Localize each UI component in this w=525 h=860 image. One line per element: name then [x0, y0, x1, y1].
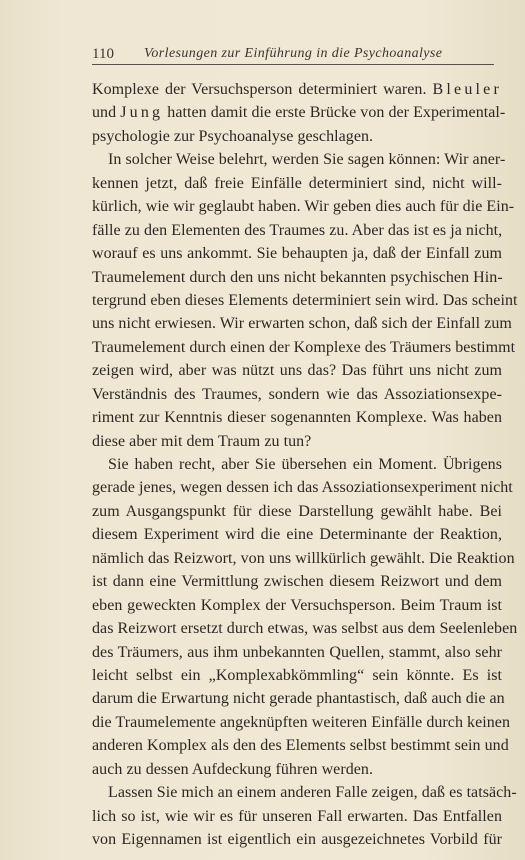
text-line: kennen jetzt, daß freie Einfälle determiniert sind, nicht will-: [92, 174, 502, 192]
text-line: Komplexe der Versuchsperson determiniert waren. Bleuler: [92, 81, 502, 98]
text-line: auch zu dessen Aufdeckung führen werden.: [92, 760, 374, 778]
text-line: fälle zu den Elementen des Traumes zu. Aber das ist es ja nicht,: [92, 221, 503, 239]
text-line: von Eigennamen ist eigentlich ein ausgezeichnetes Vorbild für: [92, 831, 502, 848]
paragraph-4: [92, 781, 517, 851]
page-header: [92, 44, 494, 65]
text-line: zum Ausgangspunkt für diese Darstellung gewählt habe. Bei: [92, 502, 502, 520]
text-line: eben geweckten Komplex der Versuchsperson. Beim Traum ist: [92, 596, 502, 614]
text-line: riment zur Kenntnis dieser sogenannten Komplexe. Was haben: [92, 409, 502, 427]
text-line: anderen Komplex als den des Elements selbst bestimmt sein und: [92, 737, 509, 755]
running-title: Vorlesungen zur Einführung in die Psychoanalyse: [144, 46, 443, 61]
text-line: uns nicht erwiesen. Wir erwarten schon, daß sich der Einfall zum: [92, 315, 512, 333]
text-line: gerade jenes, wegen dessen ich das Assoziationsexperiment nicht: [92, 479, 513, 497]
body-text: [92, 78, 518, 851]
text-line: die Traumelemente angeknüpften weiteren Einfälle durch keinen: [92, 713, 511, 731]
text-line: psychologie zur Psychoanalyse geschlagen.: [92, 127, 374, 145]
spaced-name-bleuler: Bleuler: [432, 81, 502, 98]
text-line: worauf es uns ankommt. Sie behaupten ja, daß der Einfall zum: [92, 245, 502, 263]
text-line: Traumelement durch einen der Komplexe des Träumers bestimmt: [92, 338, 516, 356]
text-line: kürlich, wie wir geglaubt haben. Wir geben dies auch für die Ein-: [92, 198, 515, 216]
text-line: darum die Erwartung nicht gerade phantastisch, daß auch die an: [92, 690, 505, 708]
text-line: diesem Experiment wird die eine Determinante der Reaktion,: [92, 526, 502, 544]
text-line: nämlich das Reizwort, von uns willkürlich gewählt. Die Reaktion: [92, 549, 515, 567]
text-line: lich so ist, wie wir es für unseren Fall erwarten. Das Entfallen: [92, 807, 502, 825]
paragraph-3: [92, 453, 518, 781]
text-line: des Träumers, aus ihm unbekannten Quellen, stammt, also sehr: [92, 643, 502, 661]
text-line: das Reizwort ersetzt durch etwas, was selbst aus dem Seelenleben: [92, 620, 518, 638]
text-line: Sie haben recht, aber Sie übersehen ein Moment. Übrigens: [108, 456, 502, 473]
text-line: ist dann eine Vermittlung zwischen diesem Reizwort und dem: [92, 573, 502, 591]
text-line: Traumelement durch den uns nicht bekannten psychischen Hin-: [92, 268, 503, 286]
text-line: Verständnis des Traumes, sondern wie das Assoziationsexpe-: [92, 385, 502, 403]
paragraph-2: [92, 148, 518, 453]
text-line: In solcher Weise belehrt, werden Sie sagen können: Wir aner-: [108, 151, 506, 169]
paragraph-1: [92, 78, 506, 148]
text-line: Lassen Sie mich an einem anderen Falle zeigen, daß es tatsäch-: [108, 784, 517, 802]
text-line: tergrund eben dieses Elements determiniert sein wird. Das scheint: [92, 291, 518, 309]
text-line: und Jung hatten damit die erste Brücke von der Experimental-: [92, 104, 506, 122]
text-line: zeigen wird, aber was nützt uns das? Das führt uns nicht zum: [92, 362, 502, 380]
page-number: 110: [92, 46, 114, 62]
text-line: diese aber mit dem Traum zu tun?: [92, 432, 312, 450]
text-line: leicht selbst ein „Komplexabkömmling“ sein könnte. Es ist: [92, 666, 502, 684]
spaced-name-jung: und Jung: [92, 104, 164, 122]
